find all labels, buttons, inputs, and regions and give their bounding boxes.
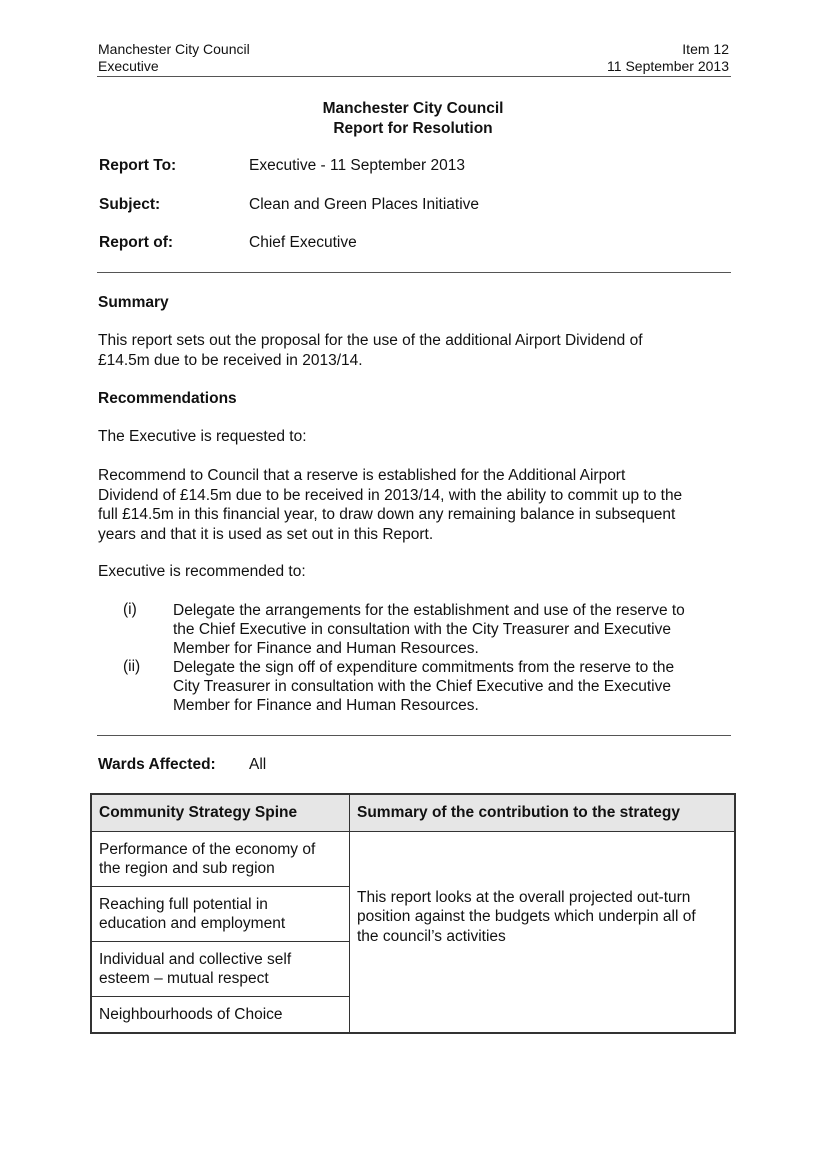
subject-label: Subject: bbox=[99, 196, 161, 213]
recommend-line: years and that it is used as set out in this Report. bbox=[98, 525, 434, 543]
recommend-line: Dividend of £14.5m due to be received in 2013/14, with the ability to commit up to the bbox=[98, 486, 683, 504]
subject-value: Clean and Green Places Initiative bbox=[249, 196, 480, 213]
page-header-left bbox=[98, 41, 250, 75]
header-org: Manchester City Council bbox=[98, 41, 250, 57]
header-body: Executive bbox=[98, 58, 159, 74]
table-row bbox=[91, 832, 735, 887]
list-item-line: Member for Finance and Human Resources. bbox=[173, 697, 479, 714]
list-item-line: Member for Finance and Human Resources. bbox=[173, 640, 479, 657]
summary-line: This report sets out the proposal for the use of the additional Airport Dividend of bbox=[98, 332, 643, 349]
spine-cell bbox=[91, 832, 350, 887]
wards-affected-value: All bbox=[249, 756, 267, 773]
list-item-line: City Treasurer in consultation with the Chief Executive and the Executive bbox=[173, 678, 671, 695]
cell-line: Neighbourhoods of Choice bbox=[99, 1005, 283, 1023]
list-item-line: Delegate the sign off of expenditure commitments from the reserve to the bbox=[173, 659, 675, 676]
list-item bbox=[173, 658, 733, 715]
cell-line: esteem – mutual respect bbox=[99, 970, 269, 987]
cell-line: education and employment bbox=[99, 915, 286, 932]
page-header-right bbox=[607, 41, 729, 75]
recommend-to-council-text bbox=[98, 466, 738, 544]
contribution-summary-text bbox=[357, 888, 727, 947]
title-line-2: Report for Resolution bbox=[333, 120, 493, 137]
recommendations-heading: Recommendations bbox=[98, 390, 237, 407]
list-item bbox=[173, 601, 733, 658]
community-strategy-table bbox=[90, 793, 736, 1034]
header-divider bbox=[97, 76, 731, 77]
executive-recommended-intro: Executive is recommended to: bbox=[98, 563, 306, 580]
table-header-row bbox=[91, 794, 735, 832]
cell-line: Reaching full potential in bbox=[99, 895, 268, 913]
report-of-label: Report of: bbox=[99, 234, 174, 251]
cell-line: Individual and collective self bbox=[99, 950, 292, 968]
title-line-1: Manchester City Council bbox=[322, 100, 504, 117]
header-date: 11 September 2013 bbox=[607, 58, 729, 74]
wards-affected-label: Wards Affected: bbox=[98, 756, 216, 773]
spine-cell bbox=[91, 942, 350, 997]
header-item: Item 12 bbox=[682, 41, 729, 57]
report-to-value: Executive - 11 September 2013 bbox=[249, 157, 465, 174]
contribution-summary-cell bbox=[350, 832, 736, 1034]
cell-line: the council’s activities bbox=[357, 927, 506, 945]
spine-cell bbox=[91, 887, 350, 942]
recommendations-intro: The Executive is requested to: bbox=[98, 428, 307, 445]
column-header-contribution-summary: Summary of the contribution to the strategy bbox=[350, 794, 736, 832]
summary-heading: Summary bbox=[98, 294, 169, 311]
summary-line: £14.5m due to be received in 2013/14. bbox=[98, 351, 363, 369]
summary-text bbox=[98, 331, 738, 370]
list-item-number: (i) bbox=[123, 601, 137, 618]
cell-line: Performance of the economy of bbox=[99, 840, 316, 858]
cell-line: This report looks at the overall projected out-turn bbox=[357, 888, 691, 906]
recommend-line: full £14.5m in this financial year, to draw down any remaining balance in subsequent bbox=[98, 506, 676, 523]
recommendations-divider bbox=[97, 735, 731, 736]
meta-divider bbox=[97, 272, 731, 273]
report-of-value: Chief Executive bbox=[249, 234, 357, 251]
report-title bbox=[0, 99, 826, 139]
column-header-strategy-spine: Community Strategy Spine bbox=[91, 794, 350, 832]
list-item-number: (ii) bbox=[123, 658, 141, 675]
cell-line: position against the budgets which underpin all of bbox=[357, 908, 696, 926]
recommend-line: Recommend to Council that a reserve is established for the Additional Airport bbox=[98, 467, 626, 484]
list-item-line: Delegate the arrangements for the establishment and use of the reserve to bbox=[173, 602, 685, 619]
cell-line: the region and sub region bbox=[99, 860, 275, 877]
spine-cell bbox=[91, 997, 350, 1034]
report-to-label: Report To: bbox=[99, 157, 177, 174]
list-item-line: the Chief Executive in consultation with the City Treasurer and Executive bbox=[173, 621, 671, 638]
